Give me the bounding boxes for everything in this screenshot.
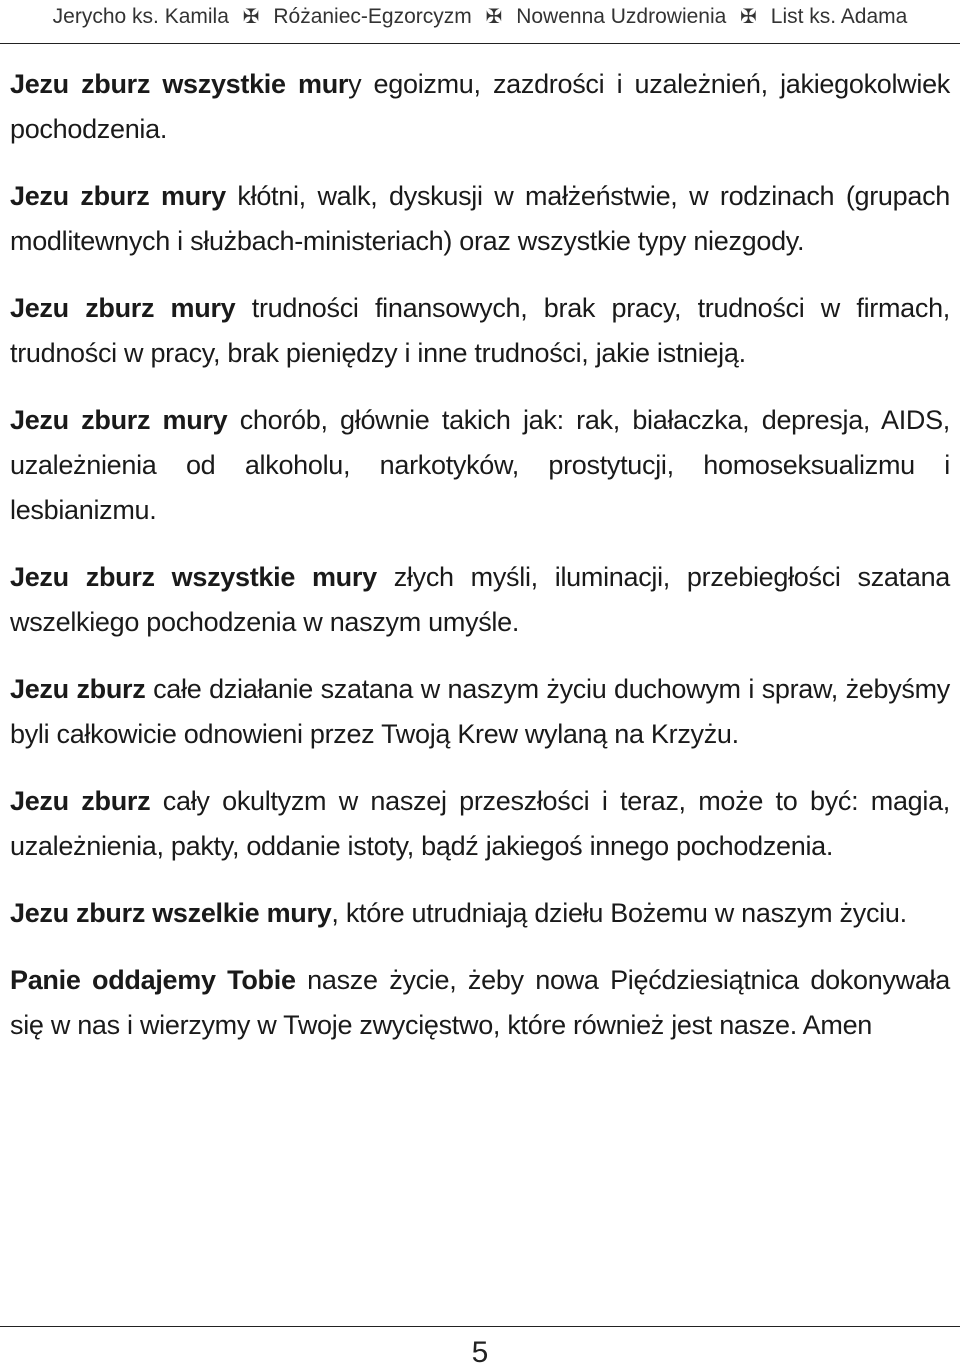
cross-icon: ✠ [740,6,757,28]
prayer-paragraph [10,62,950,152]
paragraph-body: nasze życie, żeby nowa Pięćdziesiątnica dokonywała się w nas i wierzymy w Twoje zwycięstwo, które również jest nasze. Amen [10,965,950,1040]
header-item-nowenna: Nowenna Uzdrowienia [516,5,727,28]
cross-icon: ✠ [242,6,260,28]
paragraph-body: cały okultyzm w naszej przeszłości i teraz, może to być: magia, uzależnienia, pakty, oddanie istoty, bądź jakiegoś innego pochodzenia. [10,786,950,861]
paragraph-lead: Jezu zburz wszelkie mury [10,898,332,928]
header-item-jerycho: Jerycho ks. Kamila [52,5,229,28]
cross-icon: ✠ [485,6,503,28]
paragraph-lead: Jezu zburz wszystkie mur [10,69,349,99]
prayer-paragraph [10,286,950,376]
prayer-paragraph [10,667,950,757]
prayer-paragraph [10,891,950,936]
paragraph-lead: Jezu zburz mury [10,405,228,435]
header-item-list: List ks. Adama [770,5,908,28]
footer-divider [0,1326,960,1327]
paragraph-body: , które utrudniają dziełu Bożemu w naszym życiu. [331,898,907,928]
paragraph-lead: Jezu zburz [10,786,151,816]
page-header [0,0,960,44]
prayer-paragraph [10,555,950,645]
prayer-paragraph [10,779,950,869]
prayer-paragraph [10,398,950,533]
paragraph-body: złych myśli, iluminacji, przebiegłości szatana wszelkiego pochodzenia w naszym umyśle. [10,562,950,637]
paragraph-lead: Jezu zburz mury [10,181,226,211]
page-number: 5 [471,1336,489,1369]
paragraph-lead: Panie oddajemy Tobie [10,965,296,995]
paragraph-body: chorób, głównie takich jak: rak, białaczka, depresja, AIDS, uzależnienia od alkoholu, narkotyków, prostytucji, homoseksualizmu i lesbianizmu. [10,405,951,525]
prayer-text [10,62,950,1070]
paragraph-body: całe działanie szatana w naszym życiu duchowym i spraw, żebyśmy byli całkowicie odnowieni przez Twoją Krew wylaną na Krzyżu. [10,674,950,749]
paragraph-body: kłótni, walk, dyskusji w małżeństwie, w rodzinach (grupach modlitewnych i służbach-ministeriach) oraz wszystkie typy niezgody. [10,181,951,256]
header-item-rozaniec: Różaniec-Egzorcyzm [273,5,472,28]
prayer-paragraph [10,174,950,264]
paragraph-lead: Jezu zburz [10,674,146,704]
prayer-paragraph [10,958,950,1048]
paragraph-lead: Jezu zburz wszystkie mury [10,562,377,592]
paragraph-body: y egoizmu, zazdrości i uzależnień, jakiegokolwiek pochodzenia. [10,69,950,144]
paragraph-lead: Jezu zburz mury [10,293,236,323]
header-divider [0,43,960,44]
paragraph-body: trudności finansowych, brak pracy, trudności w firmach, trudności w pracy, brak pieniędzy i inne trudności, jakie istnieją. [10,293,950,368]
